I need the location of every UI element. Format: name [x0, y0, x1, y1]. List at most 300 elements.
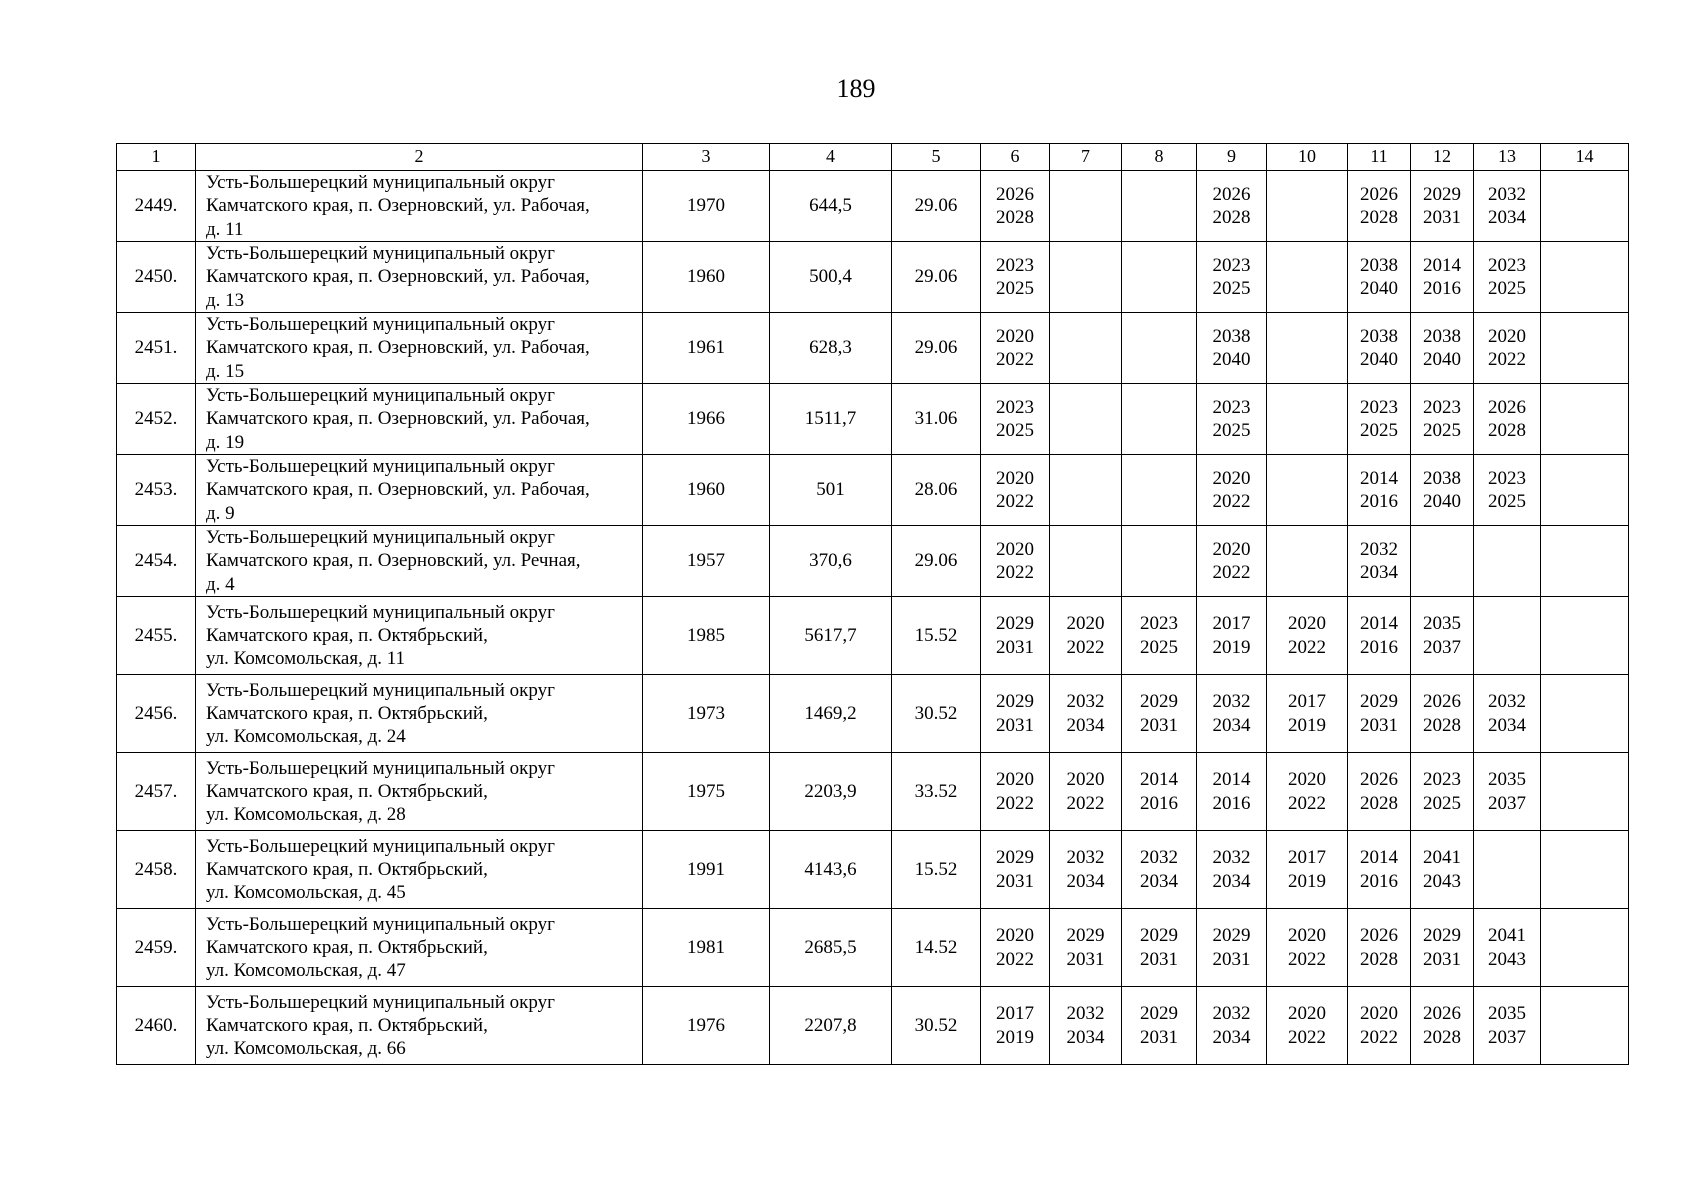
period-year: 2028	[1488, 420, 1526, 441]
row-number-cell: 2458.	[117, 831, 196, 909]
address-line: Усть-Большерецкий муниципальный округ	[206, 757, 555, 779]
column-number-header: 1	[117, 144, 196, 171]
period-year: 2022	[996, 792, 1034, 814]
period-year: 2022	[996, 491, 1034, 512]
period-year: 2020	[1212, 538, 1251, 560]
period-year: 2017	[1288, 847, 1326, 869]
code-cell: 29.06	[892, 313, 981, 384]
period-year: 2028	[1423, 1026, 1461, 1048]
period-year: 2025	[1360, 420, 1398, 441]
period-year: 2037	[1423, 636, 1461, 658]
period-cell	[1122, 455, 1197, 526]
period-year: 2022	[1288, 636, 1326, 658]
period-year: 2020	[1212, 467, 1251, 489]
address-line: ул. Комсомольская, д. 45	[206, 882, 406, 904]
period-cell	[1122, 313, 1197, 384]
period-cell	[981, 831, 1050, 909]
year-built-cell: 1966	[643, 384, 770, 455]
column-number-header: 4	[770, 144, 892, 171]
period-year: 2034	[1066, 870, 1105, 892]
period-cell	[1197, 171, 1267, 242]
period-year: 2017	[1212, 613, 1251, 635]
period-year: 2031	[996, 870, 1034, 892]
year-built-cell: 1981	[643, 909, 770, 987]
column-number-row	[117, 144, 1629, 171]
code-cell: 31.06	[892, 384, 981, 455]
period-year: 2031	[1423, 948, 1461, 970]
year-built-cell: 1975	[643, 753, 770, 831]
row-number-cell: 2455.	[117, 597, 196, 675]
period-cell	[1050, 455, 1122, 526]
period-cell	[1411, 313, 1474, 384]
address-cell	[196, 597, 643, 675]
period-cell	[1197, 526, 1267, 597]
period-cell	[1050, 753, 1122, 831]
period-cell	[1348, 909, 1411, 987]
period-cell	[1122, 909, 1197, 987]
period-year: 2025	[996, 420, 1034, 441]
period-cell	[1474, 455, 1541, 526]
period-cell	[1474, 753, 1541, 831]
address-line: Усть-Большерецкий муниципальный округ	[206, 456, 555, 478]
register-table	[116, 143, 1629, 1065]
period-cell	[1474, 909, 1541, 987]
period-cell	[1050, 987, 1122, 1065]
period-year: 2032	[1488, 183, 1526, 205]
period-cell	[1474, 597, 1541, 675]
period-cell	[1474, 831, 1541, 909]
period-cell	[1411, 909, 1474, 987]
period-cell	[1348, 526, 1411, 597]
period-year: 2023	[1488, 467, 1526, 489]
address-cell	[196, 455, 643, 526]
address-line: д. 4	[206, 573, 235, 595]
column-number-header: 9	[1197, 144, 1267, 171]
period-cell	[981, 909, 1050, 987]
period-year: 2022	[1288, 948, 1326, 970]
period-year: 2034	[1488, 207, 1526, 228]
address-line: Усть-Большерецкий муниципальный округ	[206, 243, 555, 265]
row-number-cell: 2450.	[117, 242, 196, 313]
table-row	[117, 526, 1629, 597]
code-cell: 28.06	[892, 455, 981, 526]
period-year: 2031	[1423, 207, 1461, 228]
period-year: 2034	[1066, 714, 1105, 736]
address-cell	[196, 526, 643, 597]
period-cell	[1541, 909, 1629, 987]
period-cell	[1474, 384, 1541, 455]
address-line: д. 13	[206, 289, 245, 311]
table-row	[117, 909, 1629, 987]
period-cell	[1050, 242, 1122, 313]
period-year: 2043	[1488, 948, 1526, 970]
period-year: 2020	[996, 925, 1034, 947]
period-year: 2029	[996, 613, 1034, 635]
period-year: 2038	[1360, 325, 1398, 347]
column-number-header: 6	[981, 144, 1050, 171]
period-year: 2020	[1066, 769, 1105, 791]
period-year: 2029	[1360, 691, 1398, 713]
year-built-cell: 1960	[643, 455, 770, 526]
address-line: ул. Комсомольская, д. 28	[206, 804, 406, 826]
period-year: 2016	[1140, 792, 1178, 814]
address-line: Камчатского края, п. Октябрьский,	[206, 702, 488, 724]
period-year: 2022	[1288, 792, 1326, 814]
address-line: Усть-Большерецкий муниципальный округ	[206, 527, 555, 549]
row-number-cell: 2453.	[117, 455, 196, 526]
period-year: 2032	[1360, 538, 1398, 560]
address-cell	[196, 242, 643, 313]
period-year: 2023	[996, 254, 1034, 276]
period-year: 2025	[1212, 420, 1251, 441]
period-cell	[1267, 909, 1348, 987]
period-cell	[1197, 455, 1267, 526]
period-cell	[1411, 831, 1474, 909]
period-year: 2016	[1360, 870, 1398, 892]
area-cell: 1469,2	[770, 675, 892, 753]
period-cell	[981, 675, 1050, 753]
row-number-cell: 2449.	[117, 171, 196, 242]
period-cell	[1411, 526, 1474, 597]
code-cell: 14.52	[892, 909, 981, 987]
area-cell: 2203,9	[770, 753, 892, 831]
period-cell	[1541, 753, 1629, 831]
period-year: 2029	[1423, 183, 1461, 205]
period-cell	[1541, 455, 1629, 526]
address-line: ул. Комсомольская, д. 24	[206, 726, 406, 748]
period-cell	[1348, 987, 1411, 1065]
period-cell	[981, 171, 1050, 242]
table-row	[117, 753, 1629, 831]
code-cell: 29.06	[892, 171, 981, 242]
period-cell	[1050, 313, 1122, 384]
period-cell	[1197, 242, 1267, 313]
period-year: 2016	[1212, 792, 1251, 814]
column-number-header: 13	[1474, 144, 1541, 171]
area-cell: 628,3	[770, 313, 892, 384]
address-line: Усть-Большерецкий муниципальный округ	[206, 991, 555, 1013]
column-number-header: 10	[1267, 144, 1348, 171]
period-year: 2043	[1423, 870, 1461, 892]
code-cell: 33.52	[892, 753, 981, 831]
table-row	[117, 455, 1629, 526]
period-year: 2025	[1212, 278, 1251, 299]
period-year: 2026	[1360, 183, 1398, 205]
period-cell	[1348, 313, 1411, 384]
address-line: Усть-Большерецкий муниципальный округ	[206, 601, 555, 623]
period-year: 2038	[1212, 325, 1251, 347]
address-line: Камчатского края, п. Октябрьский,	[206, 780, 488, 802]
period-year: 2025	[1488, 491, 1526, 512]
period-year: 2025	[1423, 420, 1461, 441]
period-year: 2023	[1140, 613, 1178, 635]
period-cell	[1411, 242, 1474, 313]
period-year: 2014	[1140, 769, 1178, 791]
period-cell	[1197, 313, 1267, 384]
column-number-header: 12	[1411, 144, 1474, 171]
address-line: Усть-Большерецкий муниципальный округ	[206, 385, 555, 407]
period-year: 2032	[1066, 1003, 1105, 1025]
period-year: 2023	[1488, 254, 1526, 276]
period-year: 2025	[1488, 278, 1526, 299]
period-year: 2028	[996, 207, 1034, 228]
period-cell	[981, 753, 1050, 831]
year-built-cell: 1961	[643, 313, 770, 384]
period-cell	[1122, 831, 1197, 909]
period-cell	[1411, 455, 1474, 526]
period-year: 2020	[996, 325, 1034, 347]
period-year: 2019	[1288, 870, 1326, 892]
period-year: 2020	[996, 538, 1034, 560]
period-cell	[1122, 384, 1197, 455]
period-cell	[1267, 753, 1348, 831]
period-cell	[1122, 526, 1197, 597]
address-cell	[196, 171, 643, 242]
area-cell: 501	[770, 455, 892, 526]
period-year: 2022	[996, 562, 1034, 583]
year-built-cell: 1985	[643, 597, 770, 675]
address-line: Усть-Большерецкий муниципальный округ	[206, 679, 555, 701]
period-cell	[1411, 675, 1474, 753]
period-cell	[1050, 526, 1122, 597]
period-year: 2031	[1360, 714, 1398, 736]
year-built-cell: 1957	[643, 526, 770, 597]
period-cell	[1122, 753, 1197, 831]
period-cell	[1474, 526, 1541, 597]
address-line: д. 11	[206, 218, 244, 240]
table-row	[117, 987, 1629, 1065]
area-cell: 644,5	[770, 171, 892, 242]
period-cell	[1050, 675, 1122, 753]
period-year: 2026	[1423, 691, 1461, 713]
period-cell	[1541, 831, 1629, 909]
period-year: 2029	[996, 691, 1034, 713]
address-cell	[196, 753, 643, 831]
address-line: д. 19	[206, 431, 245, 453]
period-cell	[1197, 597, 1267, 675]
period-cell	[1541, 242, 1629, 313]
period-cell	[1267, 526, 1348, 597]
period-year: 2014	[1360, 467, 1398, 489]
period-year: 2041	[1423, 847, 1461, 869]
period-year: 2037	[1488, 792, 1526, 814]
period-cell	[1474, 675, 1541, 753]
period-year: 2029	[1140, 1003, 1178, 1025]
period-year: 2028	[1360, 207, 1398, 228]
row-number-cell: 2451.	[117, 313, 196, 384]
period-cell	[1411, 987, 1474, 1065]
period-cell	[1348, 753, 1411, 831]
period-year: 2032	[1488, 691, 1526, 713]
period-year: 2040	[1212, 349, 1251, 370]
period-cell	[1348, 597, 1411, 675]
period-year: 2023	[1212, 254, 1251, 276]
period-year: 2020	[1288, 925, 1326, 947]
row-number-cell: 2459.	[117, 909, 196, 987]
year-built-cell: 1960	[643, 242, 770, 313]
year-built-cell: 1991	[643, 831, 770, 909]
period-year: 2026	[996, 183, 1034, 205]
period-year: 2034	[1360, 562, 1398, 583]
period-cell	[1411, 753, 1474, 831]
period-cell	[1267, 597, 1348, 675]
period-year: 2020	[1288, 769, 1326, 791]
period-year: 2031	[1140, 714, 1178, 736]
table-row	[117, 384, 1629, 455]
period-cell	[1122, 675, 1197, 753]
period-cell	[1267, 242, 1348, 313]
period-year: 2029	[1212, 925, 1251, 947]
period-cell	[1348, 242, 1411, 313]
period-year: 2031	[996, 636, 1034, 658]
address-cell	[196, 675, 643, 753]
period-year: 2023	[1212, 396, 1251, 418]
period-cell	[1050, 597, 1122, 675]
row-number-cell: 2454.	[117, 526, 196, 597]
address-line: Усть-Большерецкий муниципальный округ	[206, 172, 555, 194]
period-year: 2038	[1423, 325, 1461, 347]
period-year: 2029	[1066, 925, 1105, 947]
period-year: 2022	[1066, 792, 1105, 814]
period-year: 2022	[1212, 491, 1251, 512]
period-cell	[1474, 171, 1541, 242]
period-cell	[1411, 171, 1474, 242]
address-line: д. 15	[206, 360, 245, 382]
period-cell	[1197, 384, 1267, 455]
table-row	[117, 171, 1629, 242]
period-cell	[1348, 675, 1411, 753]
period-year: 2028	[1360, 948, 1398, 970]
address-line: Камчатского края, п. Озерновский, ул. Рабочая,	[206, 408, 590, 430]
period-year: 2019	[1288, 714, 1326, 736]
table-body	[117, 171, 1629, 1065]
column-number-header: 7	[1050, 144, 1122, 171]
period-year: 2022	[1212, 562, 1251, 583]
period-cell	[981, 242, 1050, 313]
table-row	[117, 675, 1629, 753]
period-cell	[1197, 753, 1267, 831]
code-cell: 30.52	[892, 675, 981, 753]
period-cell	[1411, 597, 1474, 675]
address-line: Камчатского края, п. Озерновский, ул. Речная,	[206, 550, 581, 572]
period-year: 2040	[1360, 278, 1398, 299]
period-year: 2032	[1212, 691, 1251, 713]
period-cell	[1267, 384, 1348, 455]
period-year: 2029	[1140, 925, 1178, 947]
period-year: 2034	[1140, 870, 1178, 892]
period-cell	[1197, 675, 1267, 753]
period-cell	[981, 455, 1050, 526]
period-year: 2023	[996, 396, 1034, 418]
period-cell	[1541, 597, 1629, 675]
period-year: 2026	[1423, 1003, 1461, 1025]
period-year: 2023	[1423, 396, 1461, 418]
period-year: 2016	[1423, 278, 1461, 299]
column-number-header: 11	[1348, 144, 1411, 171]
period-year: 2032	[1066, 691, 1105, 713]
code-cell: 29.06	[892, 242, 981, 313]
row-number-cell: 2456.	[117, 675, 196, 753]
period-cell	[1197, 909, 1267, 987]
column-number-header: 8	[1122, 144, 1197, 171]
column-number-header: 14	[1541, 144, 1629, 171]
period-cell	[1267, 313, 1348, 384]
row-number-cell: 2452.	[117, 384, 196, 455]
row-number-cell: 2457.	[117, 753, 196, 831]
year-built-cell: 1973	[643, 675, 770, 753]
period-year: 2038	[1360, 254, 1398, 276]
address-line: Камчатского края, п. Октябрьский,	[206, 858, 488, 880]
period-year: 2041	[1488, 925, 1526, 947]
area-cell: 2207,8	[770, 987, 892, 1065]
address-line: Усть-Большерецкий муниципальный округ	[206, 835, 555, 857]
period-year: 2034	[1066, 1026, 1105, 1048]
period-year: 2014	[1360, 613, 1398, 635]
period-year: 2040	[1360, 349, 1398, 370]
period-year: 2017	[1288, 691, 1326, 713]
period-cell	[1474, 987, 1541, 1065]
code-cell: 30.52	[892, 987, 981, 1065]
period-year: 2034	[1212, 714, 1251, 736]
period-year: 2022	[996, 349, 1034, 370]
period-year: 2031	[1140, 948, 1178, 970]
address-cell	[196, 987, 643, 1065]
period-cell	[981, 597, 1050, 675]
period-year: 2029	[1423, 925, 1461, 947]
period-cell	[981, 313, 1050, 384]
period-year: 2014	[1360, 847, 1398, 869]
period-year: 2031	[1212, 948, 1251, 970]
period-year: 2019	[996, 1026, 1034, 1048]
code-cell: 15.52	[892, 831, 981, 909]
period-cell	[1541, 675, 1629, 753]
period-cell	[981, 526, 1050, 597]
period-year: 2035	[1488, 1003, 1526, 1025]
period-cell	[1267, 831, 1348, 909]
address-line: Камчатского края, п. Озерновский, ул. Рабочая,	[206, 479, 590, 501]
period-year: 2031	[1066, 948, 1105, 970]
address-line: Камчатского края, п. Октябрьский,	[206, 624, 488, 646]
code-cell: 15.52	[892, 597, 981, 675]
year-built-cell: 1976	[643, 987, 770, 1065]
period-year: 2028	[1212, 207, 1251, 228]
area-cell: 1511,7	[770, 384, 892, 455]
period-year: 2014	[1423, 254, 1461, 276]
period-year: 2025	[1140, 636, 1178, 658]
period-year: 2034	[1212, 870, 1251, 892]
address-cell	[196, 384, 643, 455]
period-cell	[1541, 987, 1629, 1065]
period-year: 2026	[1360, 769, 1398, 791]
period-cell	[1348, 831, 1411, 909]
period-cell	[1122, 171, 1197, 242]
period-year: 2016	[1360, 636, 1398, 658]
period-cell	[1050, 384, 1122, 455]
period-year: 2023	[1423, 769, 1461, 791]
address-line: Усть-Большерецкий муниципальный округ	[206, 314, 555, 336]
table-row	[117, 313, 1629, 384]
period-cell	[1348, 384, 1411, 455]
period-year: 2020	[1288, 1003, 1326, 1025]
period-cell	[1474, 242, 1541, 313]
period-year: 2034	[1212, 1026, 1251, 1048]
period-cell	[1050, 831, 1122, 909]
period-year: 2022	[1360, 1026, 1398, 1048]
period-cell	[1267, 675, 1348, 753]
period-cell	[1050, 171, 1122, 242]
address-line: д. 9	[206, 502, 235, 524]
period-year: 2022	[1288, 1026, 1326, 1048]
